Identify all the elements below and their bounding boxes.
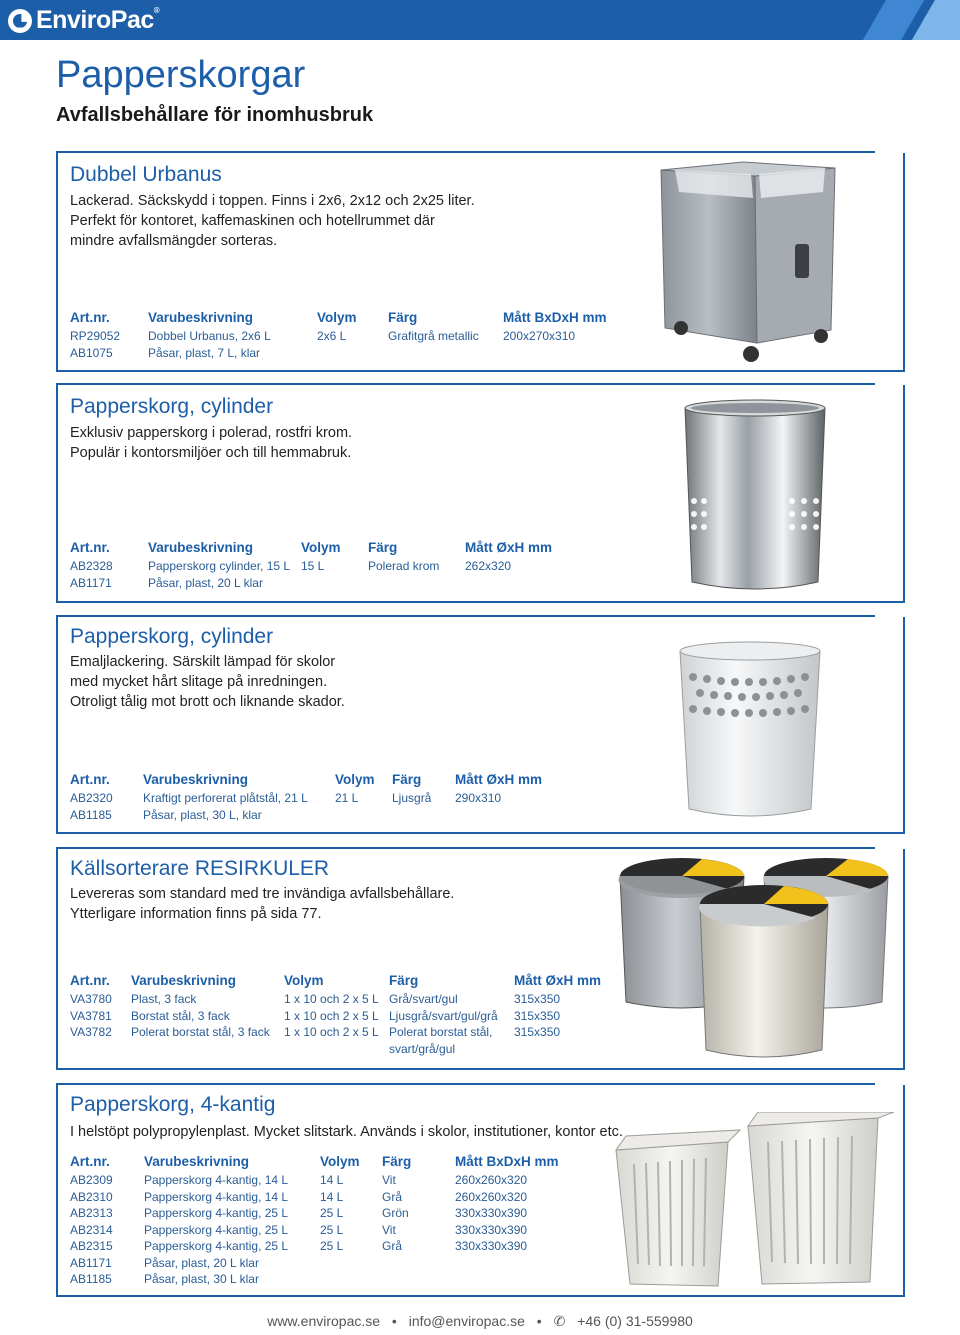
- cell-desc: Kraftigt perforerat plåtstål, 21 L: [143, 791, 308, 805]
- footer-separator: •: [536, 1313, 542, 1329]
- cell-color: [382, 1271, 455, 1288]
- logo-icon: [8, 9, 32, 33]
- cell-size: 200x270x310: [503, 329, 576, 343]
- cell-size: [465, 575, 552, 592]
- cell-volume: 25 L: [320, 1206, 344, 1220]
- page-subtitle: Avfallsbehållare för inomhusbruk: [56, 104, 374, 126]
- cell-size: 330x330x390: [455, 1239, 528, 1253]
- cell-size: 290x310: [455, 791, 502, 805]
- cell-size: [455, 807, 542, 824]
- col-color: Färg: [388, 310, 418, 325]
- cell-size: 330x330x390: [455, 1222, 528, 1237]
- table-row: [70, 1238, 559, 1255]
- product-image-resirkuler: [612, 852, 902, 1066]
- footer-separator: •: [391, 1313, 397, 1329]
- cell-volume: 25 L: [320, 1222, 344, 1237]
- col-volume: Volym: [317, 310, 357, 325]
- table-row: [70, 1024, 601, 1057]
- cell-volume: [335, 807, 392, 824]
- cell-color: [368, 575, 465, 592]
- cell-desc: Påsar, plast, 30 L klar: [144, 1272, 259, 1286]
- spec-table: [70, 1154, 559, 1288]
- table-row: [70, 1255, 559, 1272]
- cell-desc: Påsar, plast, 7 L, klar: [148, 345, 261, 360]
- cell-color: Grafitgrå metallic: [388, 329, 479, 343]
- cell-desc: Papperskorg 4-kantig, 14 L: [144, 1189, 289, 1204]
- cell-volume: 14 L: [320, 1173, 344, 1187]
- cell-size: [455, 1255, 559, 1272]
- table-row: [70, 558, 552, 575]
- col-desc: Varubeskrivning: [148, 540, 254, 555]
- cell-art: AB1171: [70, 575, 112, 590]
- cell-volume: 2x6 L: [317, 329, 347, 343]
- cell-size: [503, 345, 607, 362]
- cell-art: AB2314: [70, 1222, 113, 1237]
- cell-desc: Papperskorg cylinder, 15 L: [148, 559, 291, 573]
- cell-volume: 1 x 10 och 2 x 5 L: [284, 1025, 379, 1039]
- cell-volume: 1 x 10 och 2 x 5 L: [284, 992, 379, 1006]
- phone-icon: ✆: [553, 1313, 566, 1329]
- cell-volume: 15 L: [301, 559, 325, 573]
- header-bar: [0, 0, 960, 40]
- cell-size: 262x320: [465, 559, 512, 573]
- table-header-row: [70, 310, 607, 328]
- table-row: [70, 1205, 559, 1222]
- cell-desc: Papperskorg 4-kantig, 25 L: [144, 1222, 289, 1237]
- cell-art: VA3781: [70, 1008, 112, 1023]
- cell-color: Vit: [382, 1222, 396, 1237]
- section-description: Lackerad. Säckskydd i toppen. Finns i 2x6, 2x12 och 2x25 liter. Perfekt för kontoret, kaffemaskinen och hotellrummet där mindre avfallsmängder sorteras.: [70, 193, 475, 249]
- cell-art: AB2309: [70, 1173, 113, 1187]
- table-row: [70, 1172, 559, 1189]
- cell-color: Grå: [382, 1239, 403, 1253]
- footer: [0, 1313, 960, 1330]
- col-desc: Varubeskrivning: [143, 772, 249, 787]
- col-volume: Volym: [284, 973, 324, 988]
- table-header-row: [70, 772, 542, 790]
- section-description: Levereras som standard med tre invändiga avfallsbehållare. Ytterligare information finns på sida 77.: [70, 886, 455, 922]
- section-description: Emaljlackering. Särskilt lämpad för skolor med mycket hårt slitage på inredningen. Otroligt tålig mot brott och liknande skador.: [70, 654, 345, 710]
- table-row: [70, 1189, 559, 1206]
- cell-art: VA3782: [70, 1025, 112, 1039]
- cell-art: AB1171: [70, 1255, 112, 1270]
- cell-color: Grön: [382, 1206, 409, 1220]
- product-image-enamel-cylinder: [675, 637, 825, 822]
- table-row: [70, 345, 607, 362]
- cell-art: AB2320: [70, 791, 113, 805]
- spec-table: [70, 310, 607, 361]
- cell-volume: 1 x 10 och 2 x 5 L: [284, 1008, 379, 1023]
- table-row: [70, 790, 542, 807]
- cell-desc: Papperskorg 4-kantig, 14 L: [144, 1173, 289, 1187]
- col-art: Art.nr.: [70, 540, 110, 555]
- section-title: Papperskorg, cylinder: [70, 395, 274, 418]
- col-volume: Volym: [335, 772, 375, 787]
- table-row: [70, 1008, 601, 1025]
- cell-desc: Påsar, plast, 30 L, klar: [143, 807, 262, 822]
- spec-table: [70, 540, 552, 591]
- col-color: Färg: [392, 772, 422, 787]
- cell-desc: Polerat borstat stål, 3 fack: [131, 1025, 270, 1039]
- col-art: Art.nr.: [70, 973, 110, 988]
- cell-color: [382, 1255, 455, 1272]
- cell-art: AB1185: [70, 1272, 112, 1286]
- section-title: Dubbel Urbanus: [70, 163, 222, 186]
- cell-desc: Borstat stål, 3 fack: [131, 1008, 230, 1023]
- table-row: [70, 991, 601, 1008]
- table-header-row: [70, 540, 552, 558]
- product-image-chrome-cylinder: [680, 396, 830, 596]
- cell-color: [392, 807, 455, 824]
- table-row: [70, 1271, 559, 1288]
- cell-color: Vit: [382, 1173, 396, 1187]
- cell-volume: 25 L: [320, 1239, 344, 1253]
- col-volume: Volym: [301, 540, 341, 555]
- cell-size: 330x330x390: [455, 1206, 528, 1220]
- table-header-row: [70, 973, 601, 991]
- cell-size: 260x260x320: [455, 1189, 528, 1204]
- cell-art: AB2328: [70, 559, 113, 573]
- cell-color: Polerat borstat stål, svart/grå/gul: [389, 1025, 493, 1056]
- col-size: Mått ØxH mm: [455, 772, 543, 787]
- cell-desc: Påsar, plast, 20 L klar: [144, 1255, 259, 1270]
- cell-art: AB2313: [70, 1206, 113, 1220]
- col-desc: Varubeskrivning: [131, 973, 237, 988]
- col-color: Färg: [368, 540, 398, 555]
- footer-phone[interactable]: +46 (0) 31-559980: [577, 1313, 693, 1329]
- product-image-4-kantig: [608, 1112, 904, 1292]
- col-desc: Varubeskrivning: [148, 310, 254, 325]
- page-title: Papperskorgar: [56, 54, 306, 96]
- cell-art: AB2315: [70, 1239, 113, 1253]
- footer-email-link[interactable]: info@enviropac.se: [408, 1313, 525, 1329]
- cell-color: Ljusgrå: [392, 791, 432, 805]
- col-size: Mått BxDxH mm: [455, 1154, 559, 1169]
- cell-size: 315x350: [514, 1008, 561, 1023]
- cell-volume: [301, 575, 368, 592]
- cell-art: VA3780: [70, 992, 112, 1006]
- cell-size: 260x260x320: [455, 1173, 528, 1187]
- cell-color: [388, 345, 503, 362]
- cell-desc: Plast, 3 fack: [131, 992, 197, 1006]
- brand-name: EnviroPac®: [36, 6, 160, 34]
- col-size: Mått ØxH mm: [514, 973, 602, 988]
- table-row: [70, 328, 607, 345]
- cell-art: AB1185: [70, 807, 112, 822]
- cell-size: [455, 1271, 559, 1288]
- cell-volume: [320, 1271, 382, 1288]
- cell-color: Ljusgrå/svart/gul/grå: [389, 1008, 498, 1023]
- col-art: Art.nr.: [70, 310, 110, 325]
- spec-table: [70, 973, 601, 1057]
- col-art: Art.nr.: [70, 1154, 110, 1169]
- col-art: Art.nr.: [70, 772, 110, 787]
- table-row: [70, 807, 542, 824]
- cell-desc: Påsar, plast, 20 L klar: [148, 575, 263, 590]
- cell-volume: 14 L: [320, 1189, 344, 1204]
- cell-desc: Dobbel Urbanus, 2x6 L: [148, 329, 271, 343]
- cell-desc: Papperskorg 4-kantig, 25 L: [144, 1239, 289, 1253]
- spec-table: [70, 772, 542, 823]
- section-title: Papperskorg, 4-kantig: [70, 1093, 276, 1116]
- cell-volume: 21 L: [335, 791, 359, 805]
- col-color: Färg: [382, 1154, 412, 1169]
- cell-color: Grå: [382, 1189, 403, 1204]
- cell-art: RP29052: [70, 329, 121, 343]
- product-image-dubbel-urbanus: [655, 158, 845, 368]
- table-row: [70, 1222, 559, 1239]
- table-row: [70, 575, 552, 592]
- section-title: Källsorterare RESIRKULER: [70, 857, 330, 880]
- table-header-row: [70, 1154, 559, 1172]
- cell-volume: [320, 1255, 382, 1272]
- col-size: Mått BxDxH mm: [503, 310, 607, 325]
- cell-art: AB2310: [70, 1189, 113, 1204]
- section-title: Papperskorg, cylinder: [70, 625, 274, 648]
- section-description: Exklusiv papperskorg i polerad, rostfri krom. Populär i kontorsmiljöer och till hemmabruk.: [70, 425, 353, 461]
- footer-website-link[interactable]: www.enviropac.se: [267, 1313, 381, 1329]
- col-color: Färg: [389, 973, 419, 988]
- cell-art: AB1075: [70, 345, 113, 360]
- cell-volume: [317, 345, 388, 362]
- cell-color: Grå/svart/gul: [389, 992, 458, 1006]
- col-size: Mått ØxH mm: [465, 540, 553, 555]
- cell-size: 315x350: [514, 992, 561, 1006]
- cell-size: 315x350: [514, 1025, 561, 1039]
- cell-color: Polerad krom: [368, 559, 440, 573]
- col-desc: Varubeskrivning: [144, 1154, 250, 1169]
- section-description: I helstöpt polypropylenplast. Mycket slitstark. Används i skolor, institutioner, kontor etc.: [70, 1124, 623, 1140]
- col-volume: Volym: [320, 1154, 360, 1169]
- header-stripe: [840, 0, 960, 40]
- brand-logo[interactable]: [8, 6, 159, 35]
- cell-desc: Papperskorg 4-kantig, 25 L: [144, 1206, 289, 1220]
